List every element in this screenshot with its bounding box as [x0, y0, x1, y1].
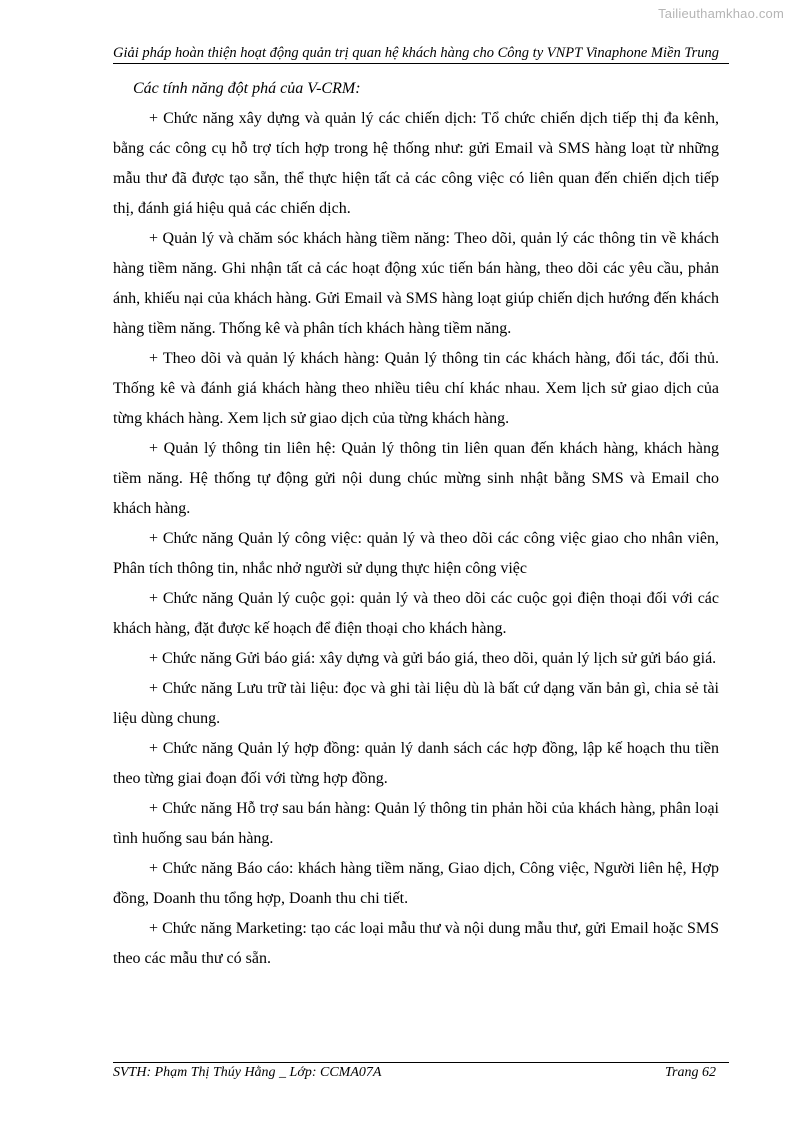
- paragraph-marketing: + Chức năng Marketing: tạo các loại mẫu thư và nội dung mẫu thư, gửi Email hoặc SMS theo các mẫu thư có sẵn.: [113, 920, 719, 967]
- document-body: [113, 74, 719, 974]
- paragraph-tasks: + Chức năng Quản lý công việc: quản lý và theo dõi các công việc giao cho nhân viên, Phân tích thông tin, nhắc nhở người sử dụng thực hiện công việc: [113, 530, 719, 577]
- watermark: Tailieuthamkhao.com: [658, 6, 784, 21]
- paragraph-documents: + Chức năng Lưu trữ tài liệu: đọc và ghi tài liệu dù là bất cứ dạng văn bản gì, chia sẻ tài liệu dùng chung.: [113, 680, 719, 727]
- paragraph-calls: + Chức năng Quản lý cuộc gọi: quản lý và theo dõi các cuộc gọi điện thoại đối với các khách hàng, đặt được kế hoạch để điện thoại cho khách hàng.: [113, 590, 719, 637]
- section-title: Các tính năng đột phá của V-CRM:: [133, 80, 361, 97]
- footer-divider: [113, 1062, 729, 1063]
- paragraph-contacts: + Quản lý thông tin liên hệ: Quản lý thông tin liên quan đến khách hàng, khách hàng tiềm năng. Hệ thống tự động gửi nội dung chúc mừng sinh nhật bằng SMS và Email cho khách hàng.: [113, 440, 719, 517]
- paragraph-reports: + Chức năng Báo cáo: khách hàng tiềm năng, Giao dịch, Công việc, Người liên hệ, Hợp đồng, Doanh thu tổng hợp, Doanh thu chi tiết.: [113, 860, 719, 907]
- paragraph-campaign: + Chức năng xây dựng và quản lý các chiến dịch: Tổ chức chiến dịch tiếp thị đa kênh, bằng các công cụ hỗ trợ tích hợp trong hệ thống như: gửi Email và SMS hàng loạt từ những mẫu thư đã được tạo sẵn, thể thực hiện tất cả các công việc có liên quan đến chiến dịch tiếp thị, đánh giá hiệu quả các chiến dịch.: [113, 110, 719, 217]
- page-number: Trang 62: [665, 1065, 716, 1080]
- paragraph-prospects: + Quản lý và chăm sóc khách hàng tiềm năng: Theo dõi, quản lý các thông tin về khách hàng tiềm năng. Ghi nhận tất cả các hoạt động xúc tiến bán hàng, theo dõi các yêu cầu, phản ánh, khiếu nại của khách hàng. Gửi Email và SMS hàng loạt giúp chiến dịch hướng đến khách hàng tiềm năng. Thống kê và phân tích khách hàng tiềm năng.: [113, 230, 719, 337]
- footer-author: SVTH: Phạm Thị Thúy Hằng _ Lớp: CCMA07A: [113, 1065, 382, 1080]
- paragraph-contracts: + Chức năng Quản lý hợp đồng: quản lý danh sách các hợp đồng, lập kế hoạch thu tiền theo từng giai đoạn đối với từng hợp đồng.: [113, 740, 719, 787]
- page-header: Giải pháp hoàn thiện hoạt động quản trị quan hệ khách hàng cho Công ty VNPT Vinaphone Miền Trung: [113, 45, 720, 61]
- paragraph-quotes: + Chức năng Gửi báo giá: xây dựng và gửi báo giá, theo dõi, quản lý lịch sử gửi báo giá.: [149, 650, 717, 667]
- header-divider: [113, 63, 729, 64]
- paragraph-customers: + Theo dõi và quản lý khách hàng: Quản lý thông tin các khách hàng, đối tác, đối thủ. Thống kê và đánh giá khách hàng theo nhiều tiêu chí khác nhau. Xem lịch sử giao dịch của từng khách hàng. Xem lịch sử giao dịch của từng khách hàng.: [113, 350, 719, 427]
- paragraph-after-sales: + Chức năng Hỗ trợ sau bán hàng: Quản lý thông tin phản hồi của khách hàng, phân loại tình huống sau bán hàng.: [113, 800, 719, 847]
